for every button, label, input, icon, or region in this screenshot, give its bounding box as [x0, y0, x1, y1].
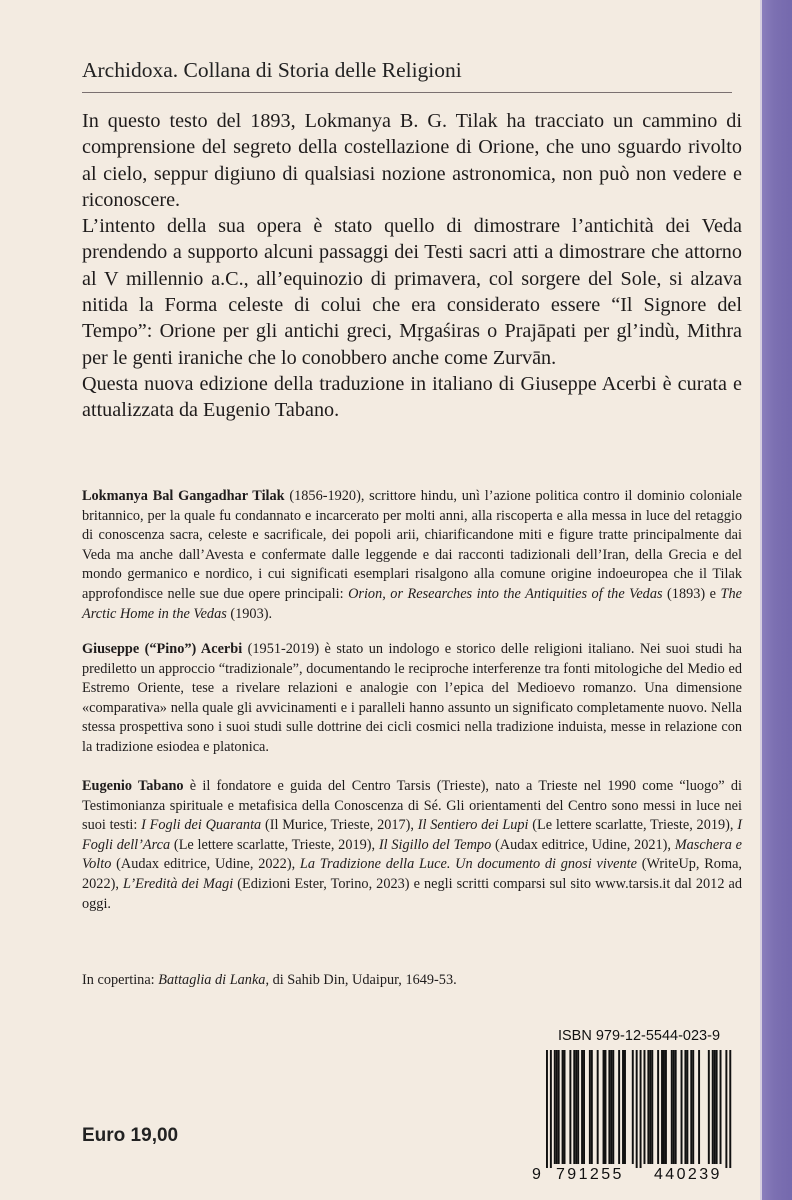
barcode-bar — [692, 1050, 694, 1164]
barcode-bar — [575, 1050, 577, 1164]
bio-tabano-text-3: (Le lettere scarlatte, Trieste, 2019), — [528, 817, 738, 834]
bio-tabano-work-4: Il Sigillo del Tempo — [378, 836, 492, 853]
bio-tabano-text-8: (Edizioni Ester, Torino, 2023) e negli scritti comparsi sul sito www.tarsis.it dal 2012 ad oggi. — [82, 875, 743, 912]
bio-tabano-work-7: L’Eredità dei Magi — [122, 875, 234, 892]
barcode-bar — [597, 1050, 599, 1164]
cover-credit-prefix: In copertina: — [82, 972, 159, 988]
barcode-bar — [673, 1050, 675, 1164]
bio-tabano-text-1: è il fondatore e guida del Centro Tarsis (Trieste), nato a Trieste nel 1990 come “luogo” di Testimonianza spirituale e metafisica della Conoscenza di Sé. Gli orientamenti del Centro sono messi in luce nei suoi testi: — [82, 778, 742, 834]
barcode-bar — [647, 1050, 649, 1164]
barcode-bar — [562, 1050, 564, 1164]
isbn-label: ISBN 979-12-5544-023-9 — [557, 1028, 721, 1044]
bio-acerbi-text: (1951-2019) è stato un indologo e storico delle religioni italiano. Nei suoi studi ha prediletto un approccio “tradizionale”, documentando le reciproche interferenze tra fonti mitologiche del Medio ed Estremo Oriente, tese a rivelare relazioni e analogie con l’epica del Medioevo romanzo. Una dimensione «comparativa» nella quale gli avvicinamenti e i paralleli hanno assunto un significato completamente nuovo. Nella stessa prospettiva sono i suoi studi sulle dottrine dei cicli cosmici nella tradizione induista, messe in relazione con la tradizione esiodea e platonica. — [82, 641, 742, 755]
barcode-bar — [610, 1050, 612, 1164]
barcode-bar — [720, 1050, 722, 1164]
cover-credit — [82, 972, 742, 989]
bio-tabano-work-3: I Fogli dell’Arca — [82, 817, 743, 853]
barcode-bar — [684, 1050, 686, 1164]
barcode-bar — [698, 1050, 700, 1164]
barcode-bar — [675, 1050, 677, 1164]
price-label: Euro 19,00 — [82, 1125, 179, 1146]
series-title: Archidoxa. Collana di Storia delle Religioni — [82, 58, 732, 93]
bio-tabano-text-2: (Il Murice, Trieste, 2017), — [261, 817, 418, 834]
barcode-bar — [603, 1050, 605, 1164]
bio-tabano-text-5: (Audax editrice, Udine, 2021), — [491, 836, 675, 853]
barcode-bar — [612, 1050, 614, 1164]
barcode-bar — [589, 1050, 591, 1164]
barcode-bar — [644, 1050, 646, 1164]
bio-tabano-text-6: (Audax editrice, Udine, 2022), — [111, 856, 300, 873]
bio-tabano-work-6: La Tradizione della Luce. Un documento di gnosi vivente — [299, 856, 637, 873]
barcode-bar — [608, 1050, 610, 1164]
barcode-bar — [657, 1050, 659, 1164]
bio-tilak — [82, 487, 742, 624]
barcode-bar — [708, 1050, 710, 1164]
barcode-bar — [686, 1050, 688, 1164]
barcode-bar — [663, 1050, 665, 1164]
cover-credit-suffix: , di Sahib Din, Udaipur, 1649-53. — [265, 972, 457, 988]
barcode-bar — [640, 1050, 642, 1168]
bio-tabano-work-1: I Fogli dei Quaranta — [141, 817, 262, 834]
bio-tilak-text-3: (1903). — [226, 605, 273, 622]
bio-acerbi-name: Giuseppe (“Pino”) Acerbi — [82, 641, 243, 657]
barcode-digits — [530, 1166, 748, 1190]
barcode-bar — [564, 1050, 566, 1164]
barcode-bar — [636, 1050, 638, 1168]
bio-tilak-work-2: The Arctic Home in the Vedas — [82, 585, 742, 622]
barcode-bar — [661, 1050, 663, 1164]
blurb-paragraph-2: L’intento della sua opera è stato quello di dimostrare l’antichità dei Veda prendendo a supporto alcuni passaggi dei Testi sacri atti a dimostrare che attorno al V millennio a.C., all’equinozio di primavera, col sorgere del Sole, si alzava nitida la Forma celeste di colui che era considerato essere “Il Signore del Tempo”: Orione per gli antichi greci, Mṛgaśiras o Prajāpati per gl’indù, Mithra per le genti iraniche che lo conobbero anche come Zurvān. — [82, 215, 742, 369]
bio-tabano-work-5: Maschera e Volto — [82, 836, 742, 873]
bio-tabano — [82, 777, 742, 914]
barcode-digit-first: 9 — [532, 1166, 541, 1183]
barcode-bars — [530, 1048, 748, 1168]
cover-credit-title: Battaglia di Lanka — [158, 972, 266, 988]
barcode-digits-right: 440239 — [654, 1166, 722, 1183]
barcode-bar — [554, 1050, 556, 1164]
barcode-bar — [556, 1050, 558, 1164]
barcode-bar — [577, 1050, 579, 1164]
barcode-bar — [624, 1050, 626, 1164]
bio-acerbi — [82, 640, 742, 758]
barcode-bar — [649, 1050, 651, 1164]
barcode-bar — [632, 1050, 634, 1164]
barcode-bar — [581, 1050, 583, 1164]
barcode-bar — [546, 1050, 548, 1168]
bio-tabano-work-2: Il Sentiero dei Lupi — [417, 817, 529, 834]
bio-tilak-work-1: Orion, or Researches into the Antiquities of the Vedas — [348, 585, 663, 602]
barcode-bar — [573, 1050, 575, 1164]
barcode-bar — [605, 1050, 607, 1164]
blurb-paragraph-3: Questa nuova edizione della traduzione in italiano di Giuseppe Acerbi è curata e attualizzata da Eugenio Tabano. — [82, 372, 742, 422]
barcode-bar — [591, 1050, 593, 1164]
barcode-bar — [665, 1050, 667, 1164]
barcode-bar — [671, 1050, 673, 1164]
barcode-bar — [716, 1050, 718, 1164]
barcode-bar — [569, 1050, 571, 1164]
blurb-paragraph-1: In questo testo del 1893, Lokmanya B. G. Tilak ha tracciato un cammino di comprensione del segreto della costellazione di Orione, che uno sguardo rivolto al cielo, seppur digiuno di qualsiasi nozione astronomica, non può non vedere e riconoscere. — [82, 110, 742, 211]
spine-stripe — [762, 0, 792, 1200]
barcode-bar — [550, 1050, 552, 1168]
barcode-bar — [729, 1050, 731, 1168]
barcode-bar — [681, 1050, 683, 1164]
barcode-digits-left: 791255 — [556, 1166, 624, 1183]
barcode-bar — [583, 1050, 585, 1164]
barcode — [530, 1048, 748, 1168]
barcode-bar — [651, 1050, 653, 1164]
bio-tabano-text-4: (Le lettere scarlatte, Trieste, 2019), — [170, 836, 379, 853]
bio-tilak-text-2: (1893) e — [662, 585, 721, 602]
barcode-bar — [712, 1050, 714, 1164]
barcode-bar — [725, 1050, 727, 1168]
barcode-bar — [690, 1050, 692, 1164]
bio-tabano-text-7: (WriteUp, Roma, 2022), — [82, 856, 742, 892]
blurb — [82, 108, 742, 424]
barcode-bar — [558, 1050, 560, 1164]
bio-tabano-name: Eugenio Tabano — [82, 778, 184, 794]
bio-tilak-text-1: (1856-1920), scrittore hindu, unì l’azione politica contro il dominio coloniale britannico, per la quale fu condannato e incarcerato per molti anni, alla riscoperta e alla messa in luce del retaggio di conoscenza sacra, celeste e sacrificale, dei popoli arii, chiarificandone miti e figure tratte principalmente dai Veda ma anche dall’Avesta e confermate dalle leggende e dai racconti tadizionali dell’Iran, della Grecia e del mondo germanico e nordico, i cui significati esemplari risalgono alla comune origine indoeuropea che il Tilak approfondisce nelle sue due opere principali: — [82, 488, 742, 602]
barcode-bar — [714, 1050, 716, 1164]
barcode-bar — [622, 1050, 624, 1164]
bio-tilak-name: Lokmanya Bal Gangadhar Tilak — [82, 488, 285, 504]
barcode-bar — [618, 1050, 620, 1164]
